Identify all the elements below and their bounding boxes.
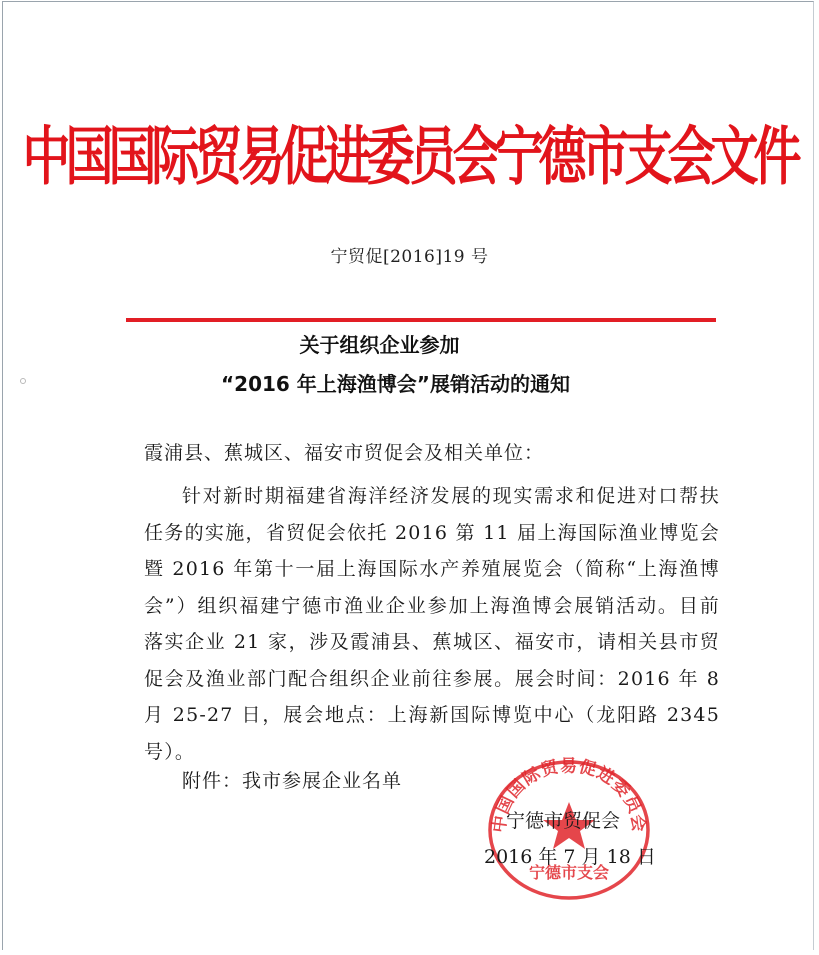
seal-bottom-text: 宁德市支会 <box>528 863 610 882</box>
signature-date: 2016 年 7 月 18 日 <box>484 846 656 868</box>
attachment-note: 附件：我市参展企业名单 <box>182 770 403 792</box>
document-number: 宁贸促[2016]19 号 <box>330 247 489 267</box>
salutation: 霞浦县、蕉城区、福安市贸促会及相关单位： <box>144 442 545 464</box>
signer-name: 宁德市贸促会 <box>506 810 621 832</box>
notice-title-line-1: 关于组织企业参加 <box>299 333 460 357</box>
seal-arc-text: 中国国际贸易促进委员会 <box>489 756 649 834</box>
red-divider-rule <box>126 318 716 322</box>
notice-title-line-2: “2016 年上海渔博会”展销活动的通知 <box>221 372 570 396</box>
body-paragraph: 针对新时期福建省海洋经济发展的现实需求和促进对口帮扶任务的实施，省贸促会依托 2016 第 11 届上海国际渔业博览会暨 2016 年第十一届上海国际水产养殖展览会（简称“上海渔博会”）组织福建宁德市渔业企业参加上海渔博会展销活动。目前落实企业 21 家，涉及霞浦县、蕉城区、福安市，请相关县市贸促会及渔业部门配合组织企业前往参展。展会时间：2016 年 8 月 25-27 日，展会地点：上海新国际博览中心（龙阳路 2345 号）。 <box>144 485 720 763</box>
document-header-title: 中国国际贸易促进委员会宁德市支会文件 <box>22 120 797 195</box>
